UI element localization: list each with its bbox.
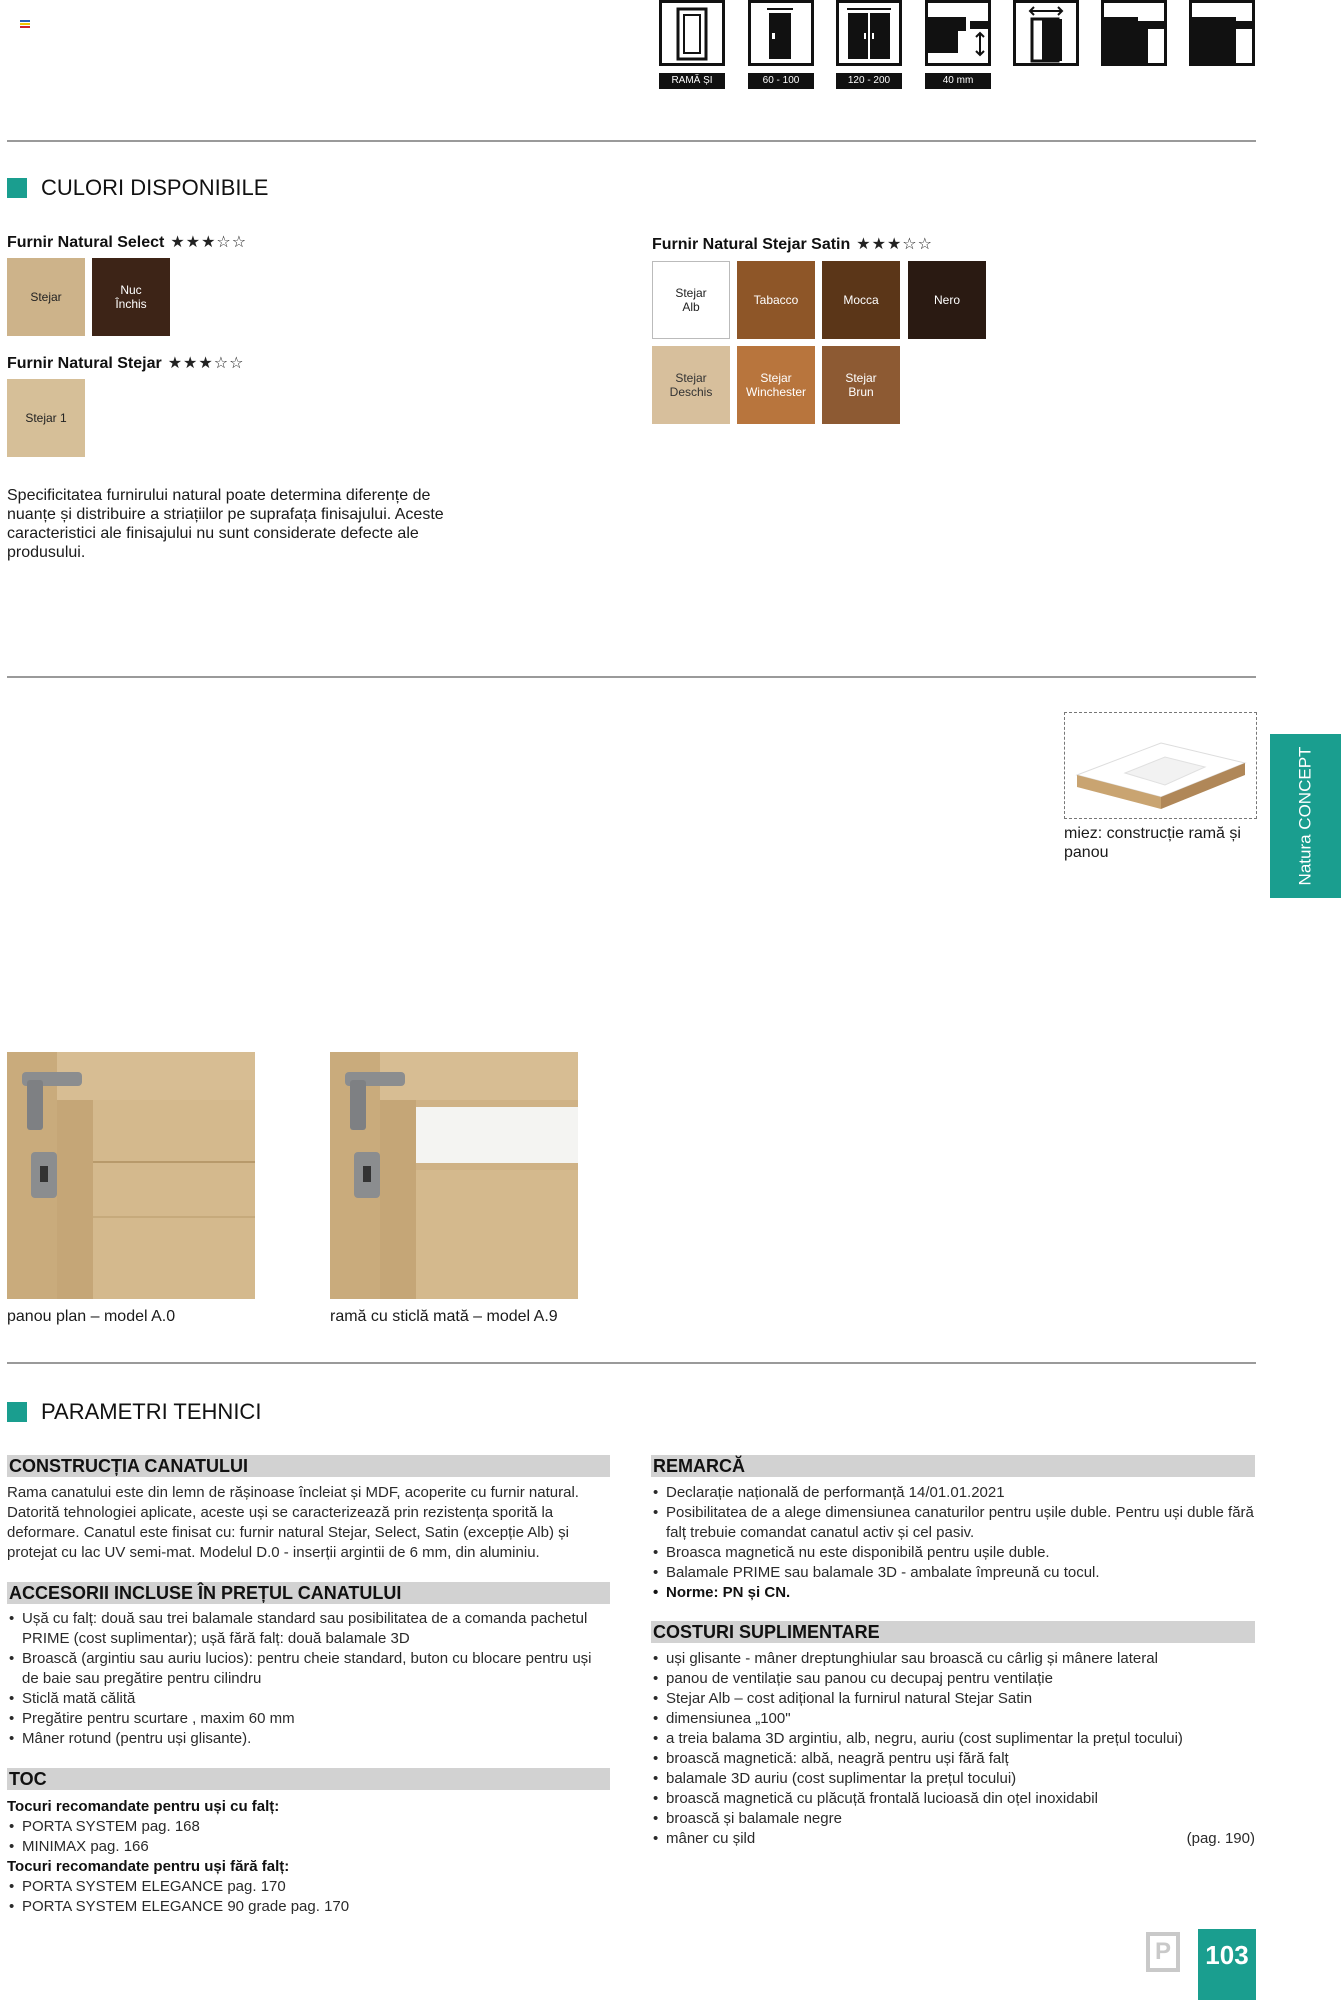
group-title-select-text: Furnir Natural Select <box>7 234 165 251</box>
list-item: • Posibilitatea de a alege dimensiunea canaturilor pentru ușile duble. Pentru uși duble fără falț trebuie comandat canatul activ și cel pasiv. <box>651 1503 1255 1543</box>
rating-stars-icon: ★★★☆☆ <box>856 236 933 253</box>
divider <box>7 1362 1256 1364</box>
icon-label-shortening: 40 mm <box>925 73 991 89</box>
list-item: • panou de ventilație sau panou cu decupaj pentru ventilație <box>651 1669 1255 1689</box>
rating-stars-icon: ★★★☆☆ <box>167 355 245 372</box>
list-item: • a treia balama 3D argintiu, alb, negru, auriu (cost suplimentar la prețul tocului) <box>651 1729 1255 1749</box>
construction-title: CONSTRUCȚIA CANATULUI <box>7 1455 610 1477</box>
colors-section-title <box>7 175 268 201</box>
model-a0-caption: panou plan – model A.0 <box>7 1308 176 1325</box>
construction-text: Rama canatului este din lemn de rășinoase încleiat și MDF, acoperite cu furnir natural. Datorită tehnologiei aplicate, aceste uși se caracterizează prin rezistența sporită la deformare. Canatul este finisat cu: furnir natural Stejar, Select, Satin (excepție Alb) și protejat cu lac UV semi-mat. Modelul D.0 - inserții argintii de 6 mm, din aluminiu. <box>7 1484 579 1561</box>
list-item: • dimensiunea „100" <box>651 1709 1255 1729</box>
list-item: • Mâner rotund (pentru uși glisante). <box>7 1729 610 1749</box>
extra-costs-list <box>651 1649 1255 1849</box>
side-tab-label: Natura CONCEPT <box>1295 746 1315 886</box>
icon-label-single-width: 60 - 100 <box>748 73 814 89</box>
group-title-stejar-text: Furnir Natural Stejar <box>7 355 162 372</box>
core-caption: miez: construcție ramă și panou <box>1064 825 1241 861</box>
toc-rebated-title: Tocuri recomandate pentru uși cu falț: <box>7 1798 280 1815</box>
list-item: • PORTA SYSTEM ELEGANCE 90 grade pag. 170 <box>7 1897 610 1917</box>
swatch-select-stejar[interactable]: Stejar <box>7 258 85 336</box>
list-item: • Sticlă mată călită <box>7 1689 610 1709</box>
page-number: 103 <box>1198 1929 1256 2000</box>
language-flag-icon <box>20 20 30 28</box>
swatch-satin-tabacco[interactable]: Tabacco <box>737 261 815 339</box>
list-item: • Stejar Alb – cost adițional la furnirul natural Stejar Satin <box>651 1689 1255 1709</box>
group-title-satin <box>652 234 933 254</box>
extra-costs-title: COSTURI SUPLIMENTARE <box>651 1621 1255 1643</box>
list-item: • uși glisante - mâner dreptunghiular sau broască cu cârlig și mânere lateral <box>651 1649 1255 1669</box>
list-item: • broască și balamale negre <box>651 1809 1255 1829</box>
non-rebated-door-icon <box>1189 0 1255 66</box>
sliding-door-icon <box>1013 0 1079 66</box>
door-shortening-icon <box>925 0 991 66</box>
section-marker-icon <box>7 178 27 198</box>
swatch-stejar-1[interactable]: Stejar 1 <box>7 379 85 457</box>
list-item: • mâner cu șild <box>651 1829 1255 1849</box>
list-item: • PORTA SYSTEM pag. 168 <box>7 1817 610 1837</box>
accessories-title: ACCESORII INCLUSE ÎN PREȚUL CANATULUI <box>7 1582 610 1604</box>
model-a9-caption: ramă cu sticlă mată – model A.9 <box>330 1308 558 1325</box>
swatch-select-nuc-inchis[interactable]: Nuc Închis <box>92 258 170 336</box>
single-door-width-icon <box>748 0 814 66</box>
group-title-select <box>7 232 247 252</box>
remarks-title: REMARCĂ <box>651 1455 1255 1477</box>
tech-section-title-text: PARAMETRI TEHNICI <box>41 1399 262 1424</box>
toc-nonrebated-list <box>7 1877 610 1917</box>
group-title-satin-text: Furnir Natural Stejar Satin <box>652 236 851 253</box>
list-item: • Broasca magnetică nu este disponibilă pentru ușile duble. <box>651 1543 1255 1563</box>
divider <box>7 676 1256 678</box>
rating-stars-icon: ★★★☆☆ <box>170 234 248 251</box>
double-door-width-icon <box>836 0 902 66</box>
list-item: • Pregătire pentru scurtare , maxim 60 mm <box>7 1709 610 1729</box>
swatch-satin-stejar-alb[interactable]: Stejar Alb <box>652 261 730 339</box>
list-item: • broască magnetică: albă, neagră pentru uși fără falț <box>651 1749 1255 1769</box>
frame-panel-door-icon <box>659 0 725 66</box>
swatch-satin-stejar-winchester[interactable]: Stejar Winchester <box>737 346 815 424</box>
colors-section-title-text: CULORI DISPONIBILE <box>41 175 269 200</box>
divider <box>7 140 1256 142</box>
section-marker-icon <box>7 1402 27 1422</box>
toc-rebated-list <box>7 1817 610 1857</box>
toc-nonrebated-title: Tocuri recomandate pentru uși fără falț: <box>7 1858 290 1875</box>
remarks-list <box>651 1483 1255 1603</box>
list-item: • Balamale PRIME sau balamale 3D - ambalate împreună cu tocul. <box>651 1563 1255 1583</box>
side-tab <box>1270 734 1341 898</box>
core-construction-image <box>1064 712 1257 819</box>
list-item: • MINIMAX pag. 166 <box>7 1837 610 1857</box>
icon-label-frame-panel: RAMĂ ȘI PANOU <box>659 73 725 89</box>
list-item: • PORTA SYSTEM ELEGANCE pag. 170 <box>7 1877 610 1897</box>
list-item: • broască magnetică cu plăcuță frontală lucioasă din oțel inoxidabil <box>651 1789 1255 1809</box>
rebated-door-icon <box>1101 0 1167 66</box>
veneer-note: Specificitatea furnirului natural poate determina diferențe de nuanțe și distribuire a striațiilor pe suprafața finisajului. Aceste caracteristici ale finisajului nu sunt considerate defecte ale produsului. <box>7 487 444 561</box>
group-title-stejar <box>7 353 244 373</box>
accessories-list <box>7 1609 610 1749</box>
model-a9-image <box>330 1052 578 1299</box>
list-item: • Declarație națională de performanță 14/01.01.2021 <box>651 1483 1255 1503</box>
swatch-satin-stejar-brun[interactable]: Stejar Brun <box>822 346 900 424</box>
list-item: • balamale 3D auriu (cost suplimentar la prețul tocului) <box>651 1769 1255 1789</box>
swatch-satin-nero[interactable]: Nero <box>908 261 986 339</box>
tech-section-title <box>7 1399 261 1425</box>
swatch-satin-mocca[interactable]: Mocca <box>822 261 900 339</box>
swatch-satin-stejar-deschis[interactable]: Stejar Deschis <box>652 346 730 424</box>
page-reference[interactable]: (pag. 190) <box>1186 1830 1255 1847</box>
model-a0-image <box>7 1052 255 1299</box>
list-item: • Broască (argintiu sau auriu lucios): pentru cheie standard, buton cu blocare pentru uși de baie sau pregătire pentru cilindru <box>7 1649 610 1689</box>
list-item: • Ușă cu falț: două sau trei balamale standard sau posibilitatea de a comanda pachetul PRIME (cost suplimentar); ușă fără falț: două balamale 3D <box>7 1609 610 1649</box>
icon-label-double-width: 120 - 200 <box>836 73 902 89</box>
norms-item: • Norme: PN și CN. <box>651 1583 1255 1603</box>
brand-logo-icon: P <box>1146 1932 1180 1972</box>
toc-title: TOC <box>7 1768 610 1790</box>
